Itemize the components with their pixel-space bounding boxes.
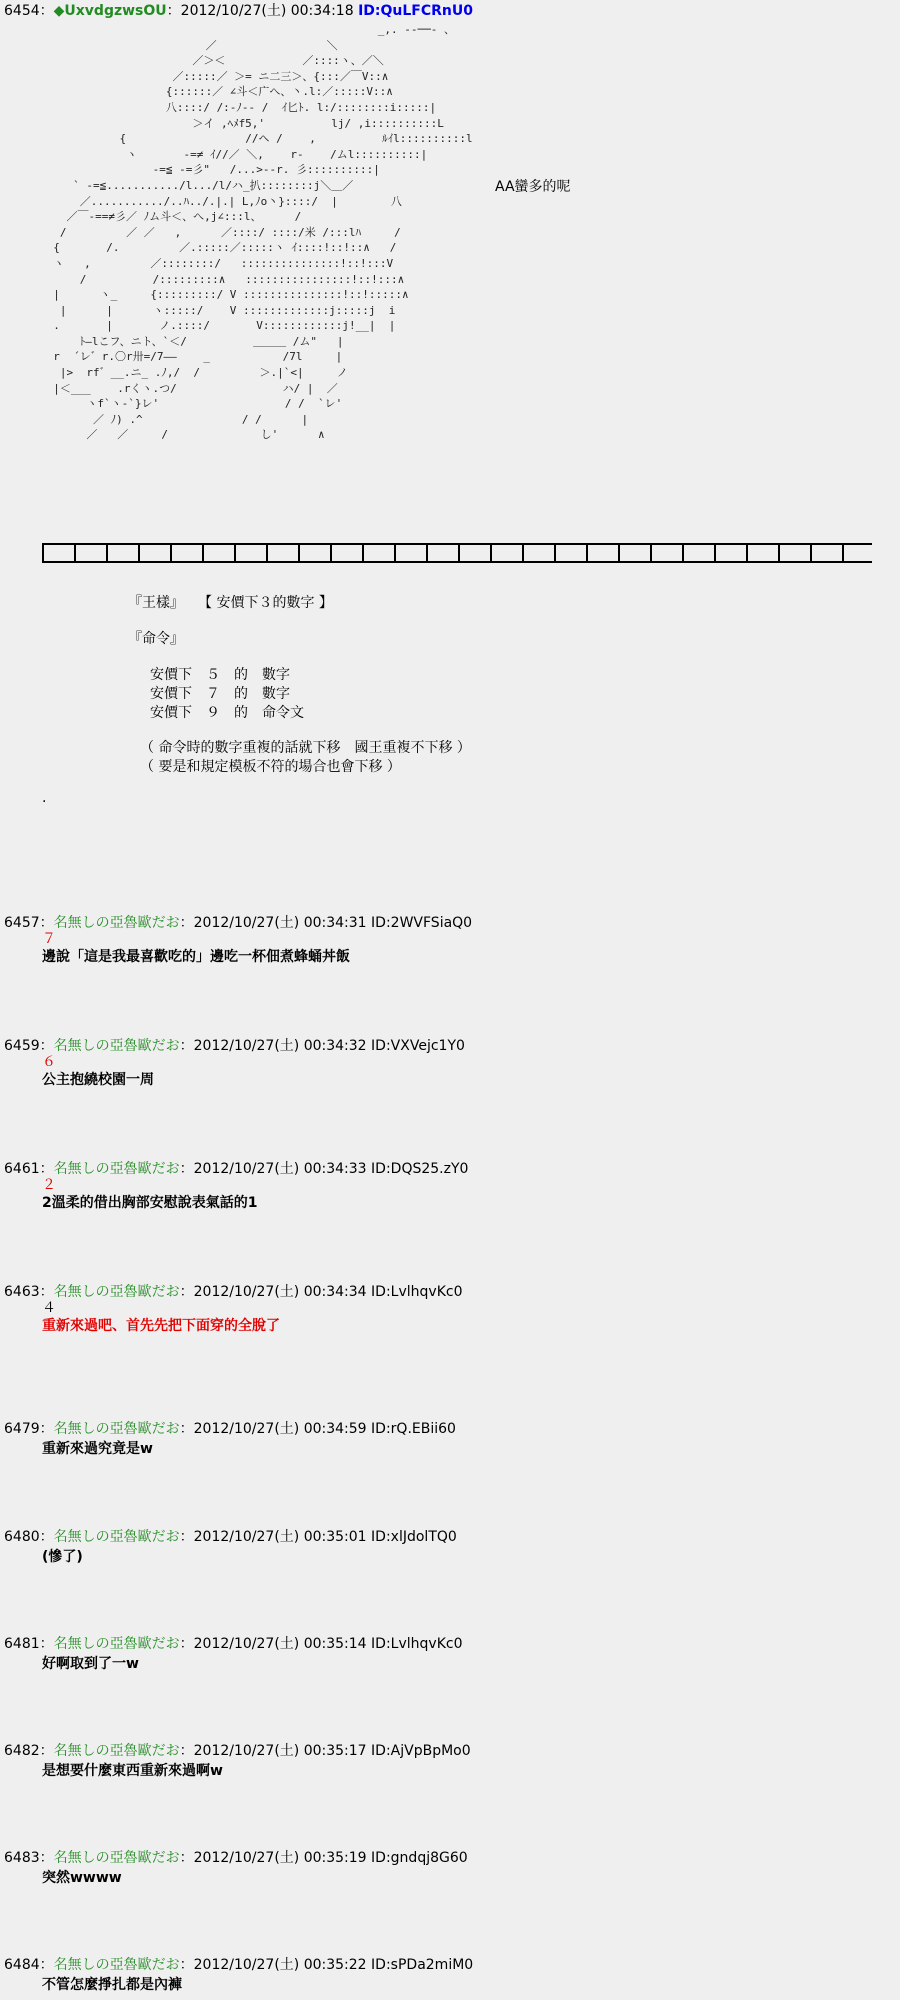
post-separator: ： (179, 915, 194, 931)
post-number: 6480 (4, 1529, 40, 1545)
ruler-tick (298, 543, 300, 563)
poster-id[interactable]: ID:sPDa2miM0 (371, 1957, 474, 1973)
ruler-tick (106, 543, 108, 563)
post-header (4, 1740, 471, 1760)
poster-name[interactable]: 名無しの亞魯歐だお (53, 1038, 180, 1054)
reply-anchor-number: ４ (42, 1300, 56, 1316)
post-number: 6461 (4, 1161, 40, 1177)
post-body: 邊說「這是我最喜歡吃的」邊吃一杯佃煮蜂蛹丼飯 (42, 949, 350, 965)
post-body: 突然wwww (42, 1870, 122, 1886)
post-separator: ： (179, 1957, 194, 1973)
post-datetime: 2012/10/27(土) 00:34:34 (193, 1284, 367, 1300)
post-separator: ： (39, 1161, 54, 1177)
ruler-tick (42, 543, 44, 563)
ruler-tick (842, 543, 844, 563)
post-datetime: 2012/10/27(土) 00:35:22 (193, 1957, 367, 1973)
poster-name[interactable]: 名無しの亞魯歐だお (53, 1529, 180, 1545)
ruler-tick (234, 543, 236, 563)
post-header (4, 1035, 465, 1055)
poster-id[interactable]: ID:gndqj8G60 (371, 1850, 468, 1866)
poster-name[interactable]: 名無しの亞魯歐だお (53, 1850, 180, 1866)
ruler-tick (810, 543, 812, 563)
rule-command-title: 『命令』 (128, 631, 184, 647)
post-body: 不管怎麼掙扎都是內褲 (42, 1977, 182, 1993)
post-datetime: 2012/10/27(土) 00:35:17 (193, 1743, 367, 1759)
post-datetime: 2012/10/27(土) 00:34:59 (193, 1421, 367, 1437)
post-datetime: 2012/10/27(土) 00:34:33 (193, 1161, 367, 1177)
poster-name[interactable]: 名無しの亞魯歐だお (53, 1284, 180, 1300)
ruler-tick (618, 543, 620, 563)
ruler-tick (74, 543, 76, 563)
post-separator: ： (179, 1421, 194, 1437)
post-number: 6484 (4, 1957, 40, 1973)
poster-trip[interactable]: ◆UxvdgzwsOU (53, 3, 167, 19)
post-header-6454 (4, 0, 473, 20)
post-separator: ： (39, 1038, 54, 1054)
post-body: 重新來過吧、首先先把下面穿的全脫了 (42, 1318, 280, 1334)
post-separator: ： (179, 1850, 194, 1866)
post-separator: ： (39, 1850, 54, 1866)
poster-name[interactable]: 名無しの亞魯歐だお (53, 1743, 180, 1759)
ruler-tick (266, 543, 268, 563)
post-separator: ： (179, 1743, 194, 1759)
post-number: 6463 (4, 1284, 40, 1300)
post-header (4, 1418, 456, 1438)
post-datetime: 2012/10/27(土) 00:34:31 (193, 915, 367, 931)
post-body: 好啊取到了一w (42, 1656, 139, 1672)
reply-anchor-number: ６ (42, 1054, 56, 1070)
poster-id[interactable]: ID:VXVejc1Y0 (371, 1038, 465, 1054)
post-separator: ： (179, 1038, 194, 1054)
post-separator: ： (39, 3, 54, 19)
reply-anchor-number: ２ (42, 1177, 56, 1193)
post-separator: ： (179, 1636, 194, 1652)
poster-id[interactable]: ID:QuLFCRnU0 (358, 3, 473, 19)
ruler-tick (170, 543, 172, 563)
post-header (4, 1847, 468, 1867)
post-header (4, 1158, 468, 1178)
post-separator: ： (39, 1421, 54, 1437)
ruler-tick (522, 543, 524, 563)
post-number: 6459 (4, 1038, 40, 1054)
ascii-art-figure: _,. --──- 、 ／ ＼ ／＞＜ ／::::ヽ、／＼ ／:::::／ ＞= ニ二三＞、{:::／￣V::∧ {::::::／ ∠斗＜广へ、丶.l:／:::::V::∧ 八::::/ /:-ﾉ-- / ｲ匕ﾄ. l:/::::::::i:::::| ＞イ ,ﾍﾒf5,' lj/ ,i::::::::::L { //ヘ / , ﾙｲl::::::::::l ヽ -=≠ ｲ//／ ＼, r- /ムl::::::::::| ‐=≦ -=彡" /...>--r. 彡::::::::::| ` -=≦.........../l.../l/ハ_扒::::::::j＼＿／ ／.........../..ﾊ../.|.| L,ﾉo丶}::::/ | 八 ／￣‐==≠彡／ ﾉム斗＜、へ,j∠:::l、 / / ／ ／ , ／::::/ ::::/米 /:::lﾊ / { /. ／.:::::／:::::ヽ ｲ::::!::!::∧ / ヽ , ／::::::::/ :::::::::::::::!::!:::V / /:::::::::∧ ::::::::::::::::!::!:::∧ | ヽ_ {:::::::::/ V :::::::::::::::!::!:::::∧ | | ヽ:::::/ V :::::::::::::j:::::j i . | ノ.::::/ V::::::::::::j!__| | ﾄ―lこフ、ニト、`＜/ ＿＿＿ /ム" | r ´レ゛r.〇r卅=/7―― _ /7l | |> rf゛__.ニ_ .ﾉ,/ / ＞.|`<| ノ |＜___ .rくヽ.つ/ ハ/ | ／ ヽf`ヽ‐`}レ' / / `レ' ／ ﾉ) .^ / / | ／ ／ / し' ∧ (53, 23, 473, 442)
post-separator: ： (39, 1284, 54, 1300)
ruler-tick (714, 543, 716, 563)
ruler-tick (330, 543, 332, 563)
post-separator: ： (39, 915, 54, 931)
rule-item-1: 安價下 ５ 的 數字 (150, 667, 290, 683)
post-body: 是想要什麼東西重新來過啊w (42, 1763, 223, 1779)
poster-name[interactable]: 名無しの亞魯歐だお (53, 1636, 180, 1652)
post-body: (慘了) (42, 1549, 83, 1565)
ruler-tick (554, 543, 556, 563)
ruler-tick (426, 543, 428, 563)
post-body: 重新來過究竟是w (42, 1441, 153, 1457)
post-header (4, 1633, 462, 1653)
ruler-tick (490, 543, 492, 563)
ruler-tick (362, 543, 364, 563)
post-datetime: 2012/10/27(土) 00:35:01 (193, 1529, 367, 1545)
poster-id[interactable]: ID:DQS25.zY0 (371, 1161, 469, 1177)
ruler-divider (42, 543, 872, 563)
post-number: 6483 (4, 1850, 40, 1866)
post-separator: ： (39, 1636, 54, 1652)
poster-name[interactable]: 名無しの亞魯歐だお (53, 1957, 180, 1973)
rule-item-3: 安價下 ９ 的 命令文 (150, 705, 304, 721)
ruler-tick (650, 543, 652, 563)
ruler-tick (778, 543, 780, 563)
poster-id[interactable]: ID:xlJdolTQ0 (371, 1529, 457, 1545)
ruler-tick (394, 543, 396, 563)
post-separator: ： (179, 1529, 194, 1545)
ruler-tick (458, 543, 460, 563)
post-datetime: 2012/10/27(土) 00:34:32 (193, 1038, 367, 1054)
post-number: 6482 (4, 1743, 40, 1759)
ruler-tick (682, 543, 684, 563)
ruler-tick (202, 543, 204, 563)
post-number: 6479 (4, 1421, 40, 1437)
ruler-tick (746, 543, 748, 563)
aa-comment: AA蠻多的呢 (495, 179, 571, 195)
rule-item-2: 安價下 ７ 的 數字 (150, 686, 290, 702)
rule-note-1: （ 命令時的數字重複的話就下移 國王重複不下移 ） (140, 740, 471, 756)
poster-id[interactable]: ID:LvlhqvKc0 (371, 1284, 463, 1300)
post-separator: ： (39, 1743, 54, 1759)
post-header (4, 1281, 462, 1301)
ruler-tick (586, 543, 588, 563)
post-datetime: ：2012/10/27(土) 00:34:18 (166, 3, 354, 19)
poster-name[interactable]: 名無しの亞魯歐だお (53, 1421, 180, 1437)
post-header (4, 912, 472, 932)
post-datetime: 2012/10/27(土) 00:35:14 (193, 1636, 367, 1652)
poster-id[interactable]: ID:AjVpBpMo0 (371, 1743, 471, 1759)
rule-note-2: （ 要是和規定模板不符的場合也會下移 ） (140, 759, 401, 775)
poster-name[interactable]: 名無しの亞魯歐だお (53, 915, 180, 931)
post-separator: ： (179, 1284, 194, 1300)
post-separator: ： (39, 1529, 54, 1545)
post-header (4, 1526, 457, 1546)
poster-id[interactable]: ID:2WVFSiaQ0 (371, 915, 473, 931)
post-separator: ： (179, 1161, 194, 1177)
post-number: 6481 (4, 1636, 40, 1652)
reply-anchor-number: ７ (42, 931, 56, 947)
poster-id[interactable]: ID:LvlhqvKc0 (371, 1636, 463, 1652)
post-number: 6457 (4, 915, 40, 931)
post-separator: ： (39, 1957, 54, 1973)
poster-id[interactable]: ID:rQ.EBii60 (371, 1421, 456, 1437)
ruler-tick (138, 543, 140, 563)
post-body: 2溫柔的借出胸部安慰說表氣話的1 (42, 1195, 258, 1211)
poster-name[interactable]: 名無しの亞魯歐だお (53, 1161, 180, 1177)
post-datetime: 2012/10/27(土) 00:35:19 (193, 1850, 367, 1866)
post-header (4, 1954, 473, 1974)
rule-king: 『王樣』 【 安價下３的數字 】 (128, 595, 333, 611)
post-body: 公主抱繞校園一周 (42, 1072, 154, 1088)
post-number: 6454 (4, 3, 40, 19)
rule-dot: . (42, 790, 47, 806)
